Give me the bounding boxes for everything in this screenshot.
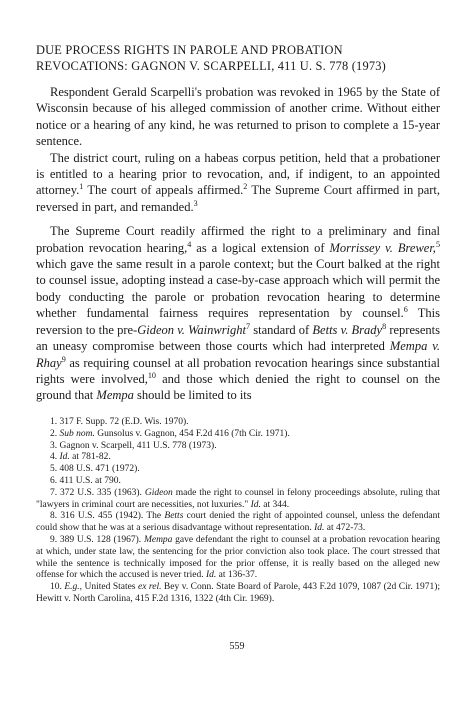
paragraph-3: The Supreme Court readily affirmed the right to a preliminary and final probation revocation hearing,$^4$ as a logical extension of Morrissey v. Brewer,$^5$ which gave the same result in a parole context; but the Court balked at the right to counsel issue, adopting instead a case-by-case approach which will permit the body conducting the parole or probation revocation hearing to determine whether fundamental fairness requires representation by counsel.$^6$ This reversion to the pre-Gideon v. Wainwright$^7$ standard of Betts v. Brady$^8$ represents an uneasy compromise between those courts which had interpreted Mempa v. Rhay$^9$ as requiring counsel at all probation revocation hearings since substantial rights were involved,$^{10}$ and those which denied the right to counsel on the ground that Mempa should be limited to its [36, 224, 441, 403]
footnote-ref-6: 6 [403, 305, 408, 315]
footnote-7: 7. 372 U.S. 335 (1963). Gideon made the right to counsel in felony proceedings absolute, ruling that "lawyers in criminal court are necessities, not luxuries." Id. at 344. [36, 487, 440, 510]
article-title [36, 42, 440, 74]
page-number: 559 [229, 641, 245, 652]
case-name: Gideon v. Wainwright [137, 322, 247, 337]
footnote-ref-1: 1 [79, 182, 84, 192]
footnote-4: 4. Id. at 781-82. [50, 452, 111, 463]
footnote-ref-5: 5 [435, 239, 440, 249]
footnote-ref-8: 8 [382, 321, 387, 331]
case-name: Morrissey v. Brewer, [329, 240, 436, 255]
footnote-3: 3. Gagnon v. Scarpell, 411 U.S. 778 (1973). [50, 440, 217, 451]
footnote-ref-10: 10 [147, 370, 156, 380]
footnote-6: 6. 411 U.S. at 790. [50, 475, 121, 486]
case-name: Mempa v. Rhay [36, 339, 440, 370]
footnote-5: 5. 408 U.S. 471 (1972). [50, 464, 140, 475]
footnote-ref-7: 7 [246, 321, 251, 331]
footnote-10: 10. E.g., United States ex rel. Bey v. Conn. State Board of Parole, 443 F.2d 1079, 1087 (2d Cir. 1971); Hewitt v. North Carolina, 415 F.2d 1316, 1322 (4th Cir. 1969). [36, 582, 440, 604]
paragraph-1: Respondent Gerald Scarpelli's probation was revoked in 1965 by the State of Wisconsin because of his alleged commission of another crime. Without either notice or a hearing of any kind, he was returned to prison to complete a 15-year sentence. [36, 85, 440, 149]
footnote-1: 1. 317 F. Supp. 72 (E.D. Wis. 1970). [50, 417, 189, 427]
case-name: Betts v. Brady [312, 322, 383, 337]
footnote-ref-3: 3 [193, 198, 198, 208]
footnote-ref-2: 2 [243, 182, 248, 192]
footnote-9: 9. 389 U.S. 128 (1967). Mempa gave defendant the right to counsel at a probation revocation hearing at which, under state law, the sentencing for the prior conviction also took place. The court stressed that while the sentence is technically imposed for the prior offense, it is really based on the alleged new offense for which the accused is never tried. Id. at 136-37. [36, 534, 440, 581]
case-name: Mempa [96, 388, 134, 403]
paragraph-2: The district court, ruling on a habeas corpus petition, held that a probationer is entitled to a hearing prior to revocation, and, if indigent, to an appointed attorney.$^1$ The court of appeals affirmed.$^2$ The Supreme Court affirmed in part, reversed in part, and remanded.$^3$ [36, 150, 441, 214]
footnote-ref-4: 4 [187, 239, 192, 249]
article-body [36, 84, 440, 404]
footnote-8: 8. 316 U.S. 455 (1942). The Betts court denied the right of appointed counsel, unless the defendant could show that he was at a serious disadvantage without representation. Id. at 472-73. [36, 511, 440, 534]
title-line-2: REVOCATIONS: GAGNON V. SCARPELLI, 411 U. S. 778 (1973) [36, 59, 386, 73]
footnote-ref-9: 9 [61, 354, 66, 364]
footnote-2: 2. Sub nom. Gunsolus v. Gagnon, 454 F.2d 416 (7th Cir. 1971). [50, 428, 290, 439]
title-line-1: DUE PROCESS RIGHTS IN PAROLE AND PROBATION [36, 43, 343, 57]
footnotes [36, 417, 440, 606]
